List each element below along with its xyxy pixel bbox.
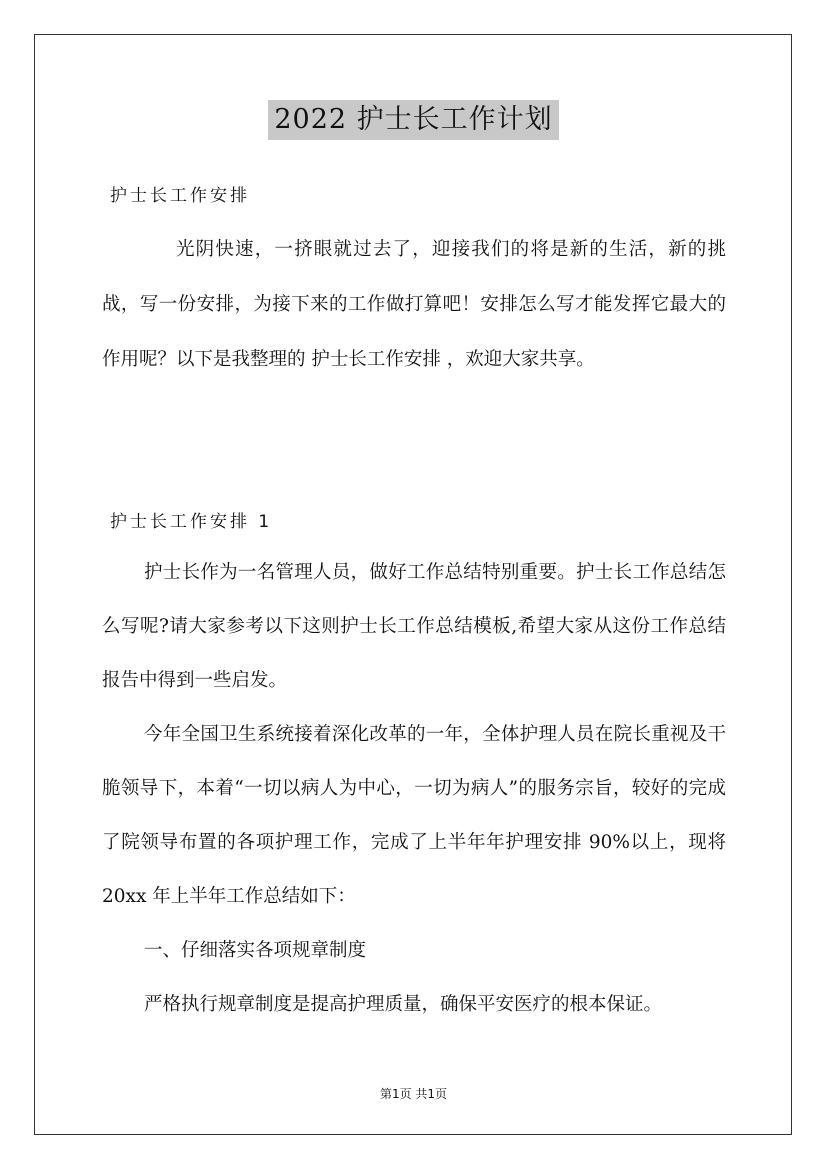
body-paragraph: 今年全国卫生系统接着深化改革的一年，全体护理人员在院长重视及干脆领导下，本着“一切以病人为中心，一切为病人”的服务宗旨，较好的完成了院领导布置的各项护理工作，完成了上半年年护理安排 90%以上，现将 20xx 年上半年工作总结如下： xyxy=(102,724,726,907)
document-title: 2022 护士长工作计划 xyxy=(268,100,558,140)
section-heading: 护士长工作安排 xyxy=(110,186,250,206)
body-paragraph: 严格执行规章制度是提高护理质量，确保平安医疗的根本保证。 xyxy=(144,994,663,1015)
title-container xyxy=(0,100,827,140)
page-footer: 第1页 共1页 xyxy=(379,1087,448,1101)
intro-paragraph: 光阴快速，一挤眼就过去了，迎接我们的将是新的生活，新的挑战，写一份安排，为接下来的工作做打算吧！安排怎么写才能发挥它最大的作用呢？以下是我整理的 护士长工作安排 ，欢迎大家共享。 xyxy=(102,239,726,370)
body-paragraph: 护士长作为一名管理人员，做好工作总结特别重要。护士长工作总结怎么写呢?请大家参考以下这则护士长工作总结模板,希望大家从这份工作总结报告中得到一些启发。 xyxy=(102,562,726,691)
list-heading: 一、仔细落实各项规章制度 xyxy=(144,940,367,961)
subsection-heading: 护士长工作安排 1 xyxy=(110,512,273,532)
